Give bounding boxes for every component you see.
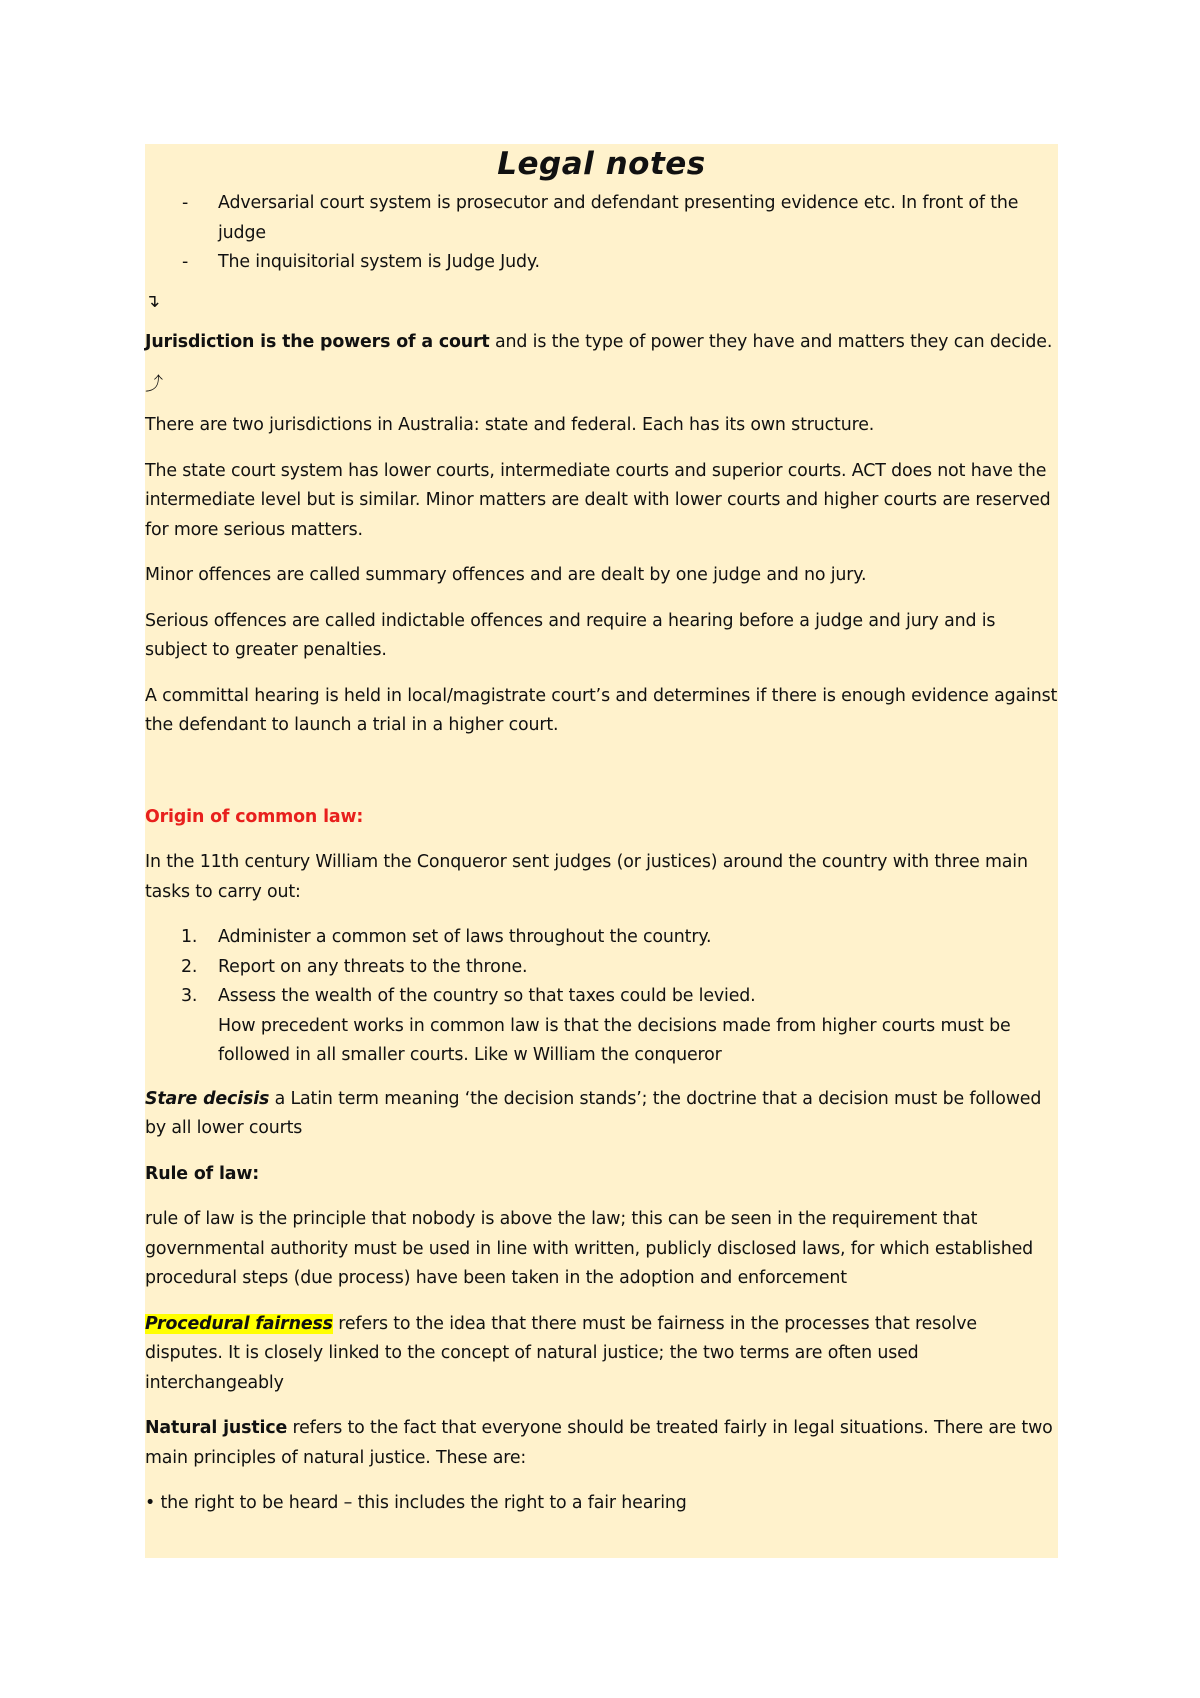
- precedent-text: How precedent works in common law is that the decisions made from higher courts must be followed in all smaller courts. Like w William the conqueror: [218, 1015, 1011, 1065]
- procedural-fairness-paragraph: [145, 1310, 1058, 1399]
- origin-heading: Origin of common law:: [145, 806, 364, 827]
- dash-marker: -: [182, 252, 189, 272]
- natural-justice-rest: refers to the fact that everyone should be treated fairly in legal situations. There are two main principles of natural justice. These are:: [145, 1418, 1053, 1468]
- blank-line: [145, 757, 1058, 803]
- tasks-list: [145, 923, 1058, 1071]
- two-jurisdictions-paragraph: There are two jurisdictions in Australia: state and federal. Each has its own structure.: [145, 415, 875, 435]
- list-item-text: Administer a common set of laws throughout the country.: [218, 927, 712, 947]
- arrow-down-icon: ↴: [145, 290, 160, 312]
- rule-of-law-body: rule of law is the principle that nobody is above the law; this can be seen in the requirement that governmental authority must be used in line with written, publicly disclosed laws, for which established procedural steps (due process) have been taken in the adoption and enforcement: [145, 1209, 1034, 1288]
- document-body: [145, 144, 1058, 1535]
- committal-paragraph: A committal hearing is held in local/magistrate court’s and determines if there is enough evidence against the defendant to launch a trial in a higher court.: [145, 685, 1058, 735]
- natural-justice-paragraph: [145, 1414, 1058, 1473]
- minor-offences-paragraph: Minor offences are called summary offences and are dealt by one judge and no jury.: [145, 565, 867, 585]
- list-item-text: Assess the wealth of the country so that taxes could be levied.: [218, 986, 756, 1006]
- document-title: [145, 144, 1058, 185]
- dash-marker: -: [182, 193, 189, 213]
- rule-of-law-heading: Rule of law:: [145, 1163, 260, 1184]
- serious-offences-paragraph: Serious offences are called indictable offences and require a hearing before a judge and jury and is subject to greater penalties.: [145, 610, 996, 660]
- list-item: [145, 953, 1058, 983]
- bullet-text: the right to be heard – this includes the right to a fair hearing: [155, 1493, 687, 1513]
- list-item: [145, 248, 1058, 278]
- stare-decisis-rest: a Latin term meaning ‘the decision stands’; the doctrine that a decision must be followed by all lower courts: [145, 1088, 1042, 1138]
- list-item-text: Adversarial court system is prosecutor and defendant presenting evidence etc. In front of the judge: [218, 193, 1019, 243]
- list-item-text: The inquisitorial system is Judge Judy.: [218, 252, 540, 272]
- list-number: 1.: [181, 927, 198, 947]
- court-systems-list: [145, 189, 1058, 278]
- list-item: [145, 189, 1058, 248]
- list-item-text: Report on any threats to the throne.: [218, 956, 528, 977]
- state-system-paragraph: The state court system has lower courts, intermediate courts and superior courts. ACT does not have the intermediate level but is similar. Minor matters are dealt with lower courts and higher courts are reserved for more serious matters.: [145, 460, 1051, 540]
- list-item: [145, 923, 1058, 953]
- bullet-marker: •: [145, 1493, 156, 1513]
- bullet-paragraph: [145, 1489, 1058, 1519]
- procedural-fairness-term: Procedural fairness: [145, 1313, 333, 1334]
- jurisdiction-rest: and is the type of power they have and matters they can decide.: [489, 331, 1053, 352]
- list-number: 3.: [181, 986, 198, 1006]
- arrow-up-icon: ⤴: [145, 374, 163, 395]
- origin-intro: In the 11th century William the Conqueror sent judges (or justices) around the country with three main tasks to carry out:: [145, 852, 1028, 902]
- procedural-fairness-rest: refers to the idea that there must be fairness in the processes that resolve disputes. It is closely linked to the concept of natural justice; the two terms are often used interchangeably: [145, 1313, 977, 1393]
- stare-decisis-term: Stare decisis: [145, 1088, 270, 1109]
- stare-decisis-paragraph: [145, 1085, 1058, 1144]
- jurisdiction-paragraph: [145, 328, 1058, 358]
- title-text: Legal notes: [497, 146, 706, 182]
- jurisdiction-term: Jurisdiction is the powers of a court: [145, 331, 490, 352]
- list-number: 2.: [181, 956, 198, 977]
- list-item: [145, 982, 1058, 1071]
- natural-justice-term: Natural justice: [145, 1418, 288, 1438]
